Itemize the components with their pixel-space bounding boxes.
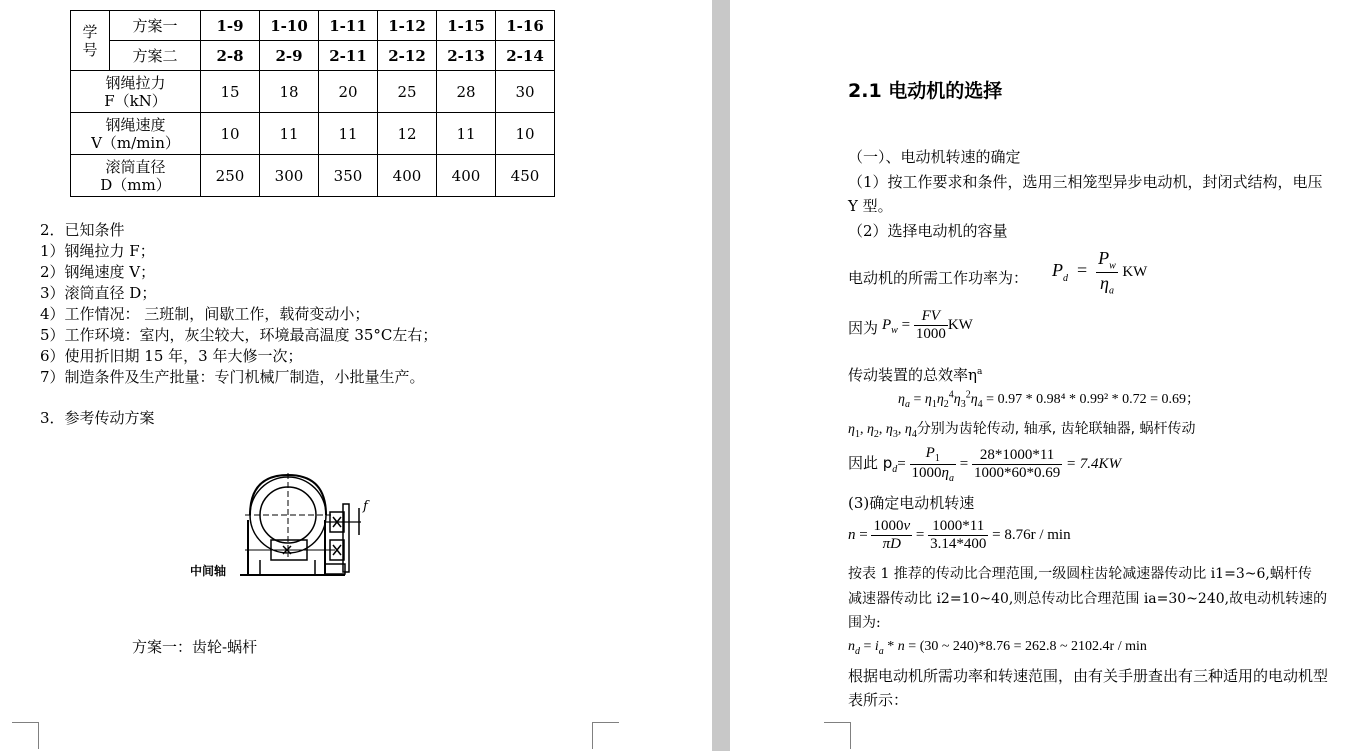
- table-cell: 20: [319, 71, 378, 113]
- table-cell: 250: [201, 155, 260, 197]
- table-cell: 18: [260, 71, 319, 113]
- row-label: 方案二: [110, 41, 201, 71]
- paragraph: Y 型。: [848, 197, 893, 215]
- table-cell: 15: [201, 71, 260, 113]
- condition-item: 7）制造条件及生产批量：专门机械厂制造，小批量生产。: [40, 368, 425, 386]
- label-f: f: [363, 499, 368, 514]
- table-cell: 450: [496, 155, 555, 197]
- paragraph: （一）、电动机转速的确定: [848, 148, 1021, 166]
- paragraph: 围为:: [848, 615, 881, 631]
- page-corner-mark: [12, 722, 39, 749]
- condition-item: 5）工作环境：室内，灰尘较大，环境最高温度 35°C左右；: [40, 326, 438, 344]
- paragraph: 电动机的所需工作功率为：: [848, 269, 1029, 287]
- condition-item: 1）钢绳拉力 F；: [40, 242, 155, 260]
- table-cell: 30: [496, 71, 555, 113]
- table-cell: 1-12: [378, 11, 437, 41]
- table-cell: 11: [319, 113, 378, 155]
- header-label: 学号: [71, 11, 110, 71]
- power-formula: $P_d$ = $\frac{P_w}{\eta_a}$ KW: [1052, 248, 1148, 297]
- section-heading: 2.1 电动机的选择: [848, 80, 1003, 102]
- table-cell: 300: [260, 155, 319, 197]
- condition-item: 6）使用折旧期 15 年，3 年大修一次；: [40, 347, 303, 365]
- section-2-title: 2．已知条件: [40, 221, 125, 239]
- table-cell: 1-11: [319, 11, 378, 41]
- table-cell: 400: [378, 155, 437, 197]
- row-label: 方案一: [110, 11, 201, 41]
- table-cell: 11: [437, 113, 496, 155]
- nd-formula: $n_d = i_a * n = (30$ ~ 240)*8.76 = 262.8 ~ 2102.4r / min: [848, 639, 1147, 657]
- table-cell: 12: [378, 113, 437, 155]
- paragraph: 表所示：: [848, 691, 909, 709]
- table-cell: 1-16: [496, 11, 555, 41]
- paragraph: 因为: [848, 319, 879, 337]
- table-cell: 2-8: [201, 41, 260, 71]
- row-label: 钢绳速度 V（m/min）: [71, 113, 201, 155]
- pd-calc: 因此 $p_d=$ $\frac{P_1}{1000\eta_a}$ = $\frac{28*1000*11}{1000*60*0.69}$ = 7.4KW: [848, 445, 1122, 484]
- page-gap: [712, 0, 730, 751]
- condition-item: 2）钢绳速度 V；: [40, 263, 156, 281]
- table-cell: 11: [260, 113, 319, 155]
- table-cell: 2-9: [260, 41, 319, 71]
- paragraph: 减速器传动比 i2=10~40,则总传动比合理范围 ia=30~240,故电动机转速的: [848, 591, 1328, 607]
- pw-formula: $P_w$ = $\frac{FV}{1000}$ KW: [882, 308, 973, 342]
- table-cell: 1-15: [437, 11, 496, 41]
- row-label: 钢绳拉力 F（kN）: [71, 71, 201, 113]
- table-cell: 1-9: [201, 11, 260, 41]
- parameter-table: [70, 10, 555, 197]
- paragraph: （2）选择电动机的容量: [848, 222, 1008, 240]
- table-cell: 2-14: [496, 41, 555, 71]
- table-cell: 2-11: [319, 41, 378, 71]
- condition-item: 3）滚筒直径 D；: [40, 284, 157, 302]
- condition-item: 4）工作情况： 三班制，间歇工作，载荷变动小；: [40, 305, 370, 323]
- label-shaft: 中间轴: [190, 564, 227, 578]
- page-corner-mark: [824, 722, 851, 749]
- table-cell: 25: [378, 71, 437, 113]
- table-cell: 1-10: [260, 11, 319, 41]
- transmission-diagram: [185, 460, 385, 585]
- table-cell: 2-12: [378, 41, 437, 71]
- table-cell: 350: [319, 155, 378, 197]
- paragraph: 根据电动机所需功率和转速范围，由有关手册查出有三种适用的电动机型: [848, 667, 1329, 685]
- table-cell: 28: [437, 71, 496, 113]
- n-formula: n = $\frac{1000v}{\pi D}$ = $\frac{1000*11}{3.14*400}$ = 8.76r / min: [848, 518, 1071, 552]
- paragraph: 传动装置的总效率$\eta^a$: [848, 366, 983, 384]
- paragraph: (3)确定电动机转速: [848, 494, 975, 512]
- eta-symbols: $\eta_1$, $\eta_2$, $\eta_3$, $\eta_4$分别为齿轮传动, 轴承, 齿轮联轴器, 蜗杆传动: [848, 421, 1196, 440]
- page-corner-mark: [592, 722, 619, 749]
- paragraph: （1）按工作要求和条件，选用三相笼型异步电动机，封闭式结构，电压: [848, 173, 1323, 191]
- paragraph: 按表 1 推荐的传动比合理范围,一级圆柱齿轮减速器传动比 i1=3~6,蜗杆传: [848, 566, 1312, 582]
- table-cell: 10: [201, 113, 260, 155]
- figure-caption: 方案一：齿轮-蜗杆: [132, 638, 258, 656]
- row-label: 滚筒直径 D（mm）: [71, 155, 201, 197]
- table-cell: 10: [496, 113, 555, 155]
- table-cell: 2-13: [437, 41, 496, 71]
- table-cell: 400: [437, 155, 496, 197]
- eta-formula: $\eta_a = \eta_1\eta_2^4\eta_3^2\eta_4 = 0.97 * 0.98^4 * 0.99^2 * 0.72 = 0.69$；: [898, 389, 1201, 410]
- section-3-title: 3．参考传动方案: [40, 409, 155, 427]
